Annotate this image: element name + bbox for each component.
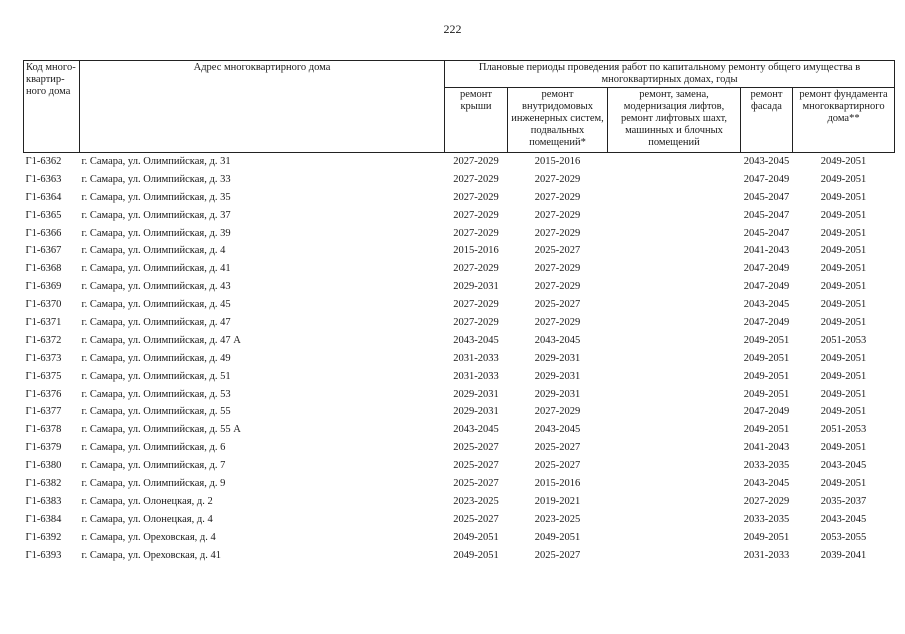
cell-facade: 2045-2047 <box>743 209 790 221</box>
cell-foundation: 2049-2051 <box>820 316 867 328</box>
cell-address: г. Самара, ул. Олимпийская, д. 35 <box>81 191 231 203</box>
cell-address: г. Самара, ул. Олимпийская, д. 33 <box>81 173 231 185</box>
cell-systems: 2043-2045 <box>534 424 581 436</box>
table-row <box>24 225 895 243</box>
table-row <box>24 296 895 314</box>
cell-address: г. Самара, ул. Олимпийская, д. 39 <box>81 227 231 239</box>
cell-address: г. Самара, ул. Ореховская, д. 4 <box>81 531 216 543</box>
cell-code: Г1-6372 <box>25 334 62 346</box>
table-row <box>24 368 895 386</box>
cell-facade: 2047-2049 <box>743 263 790 275</box>
cell-lifts <box>608 225 741 243</box>
cell-systems: 2027-2029 <box>534 316 581 328</box>
header-row-1 <box>24 61 895 88</box>
cell-address: г. Самара, ул. Олимпийская, д. 43 <box>81 281 231 293</box>
table-row <box>24 189 895 207</box>
header-roof: ремонт крыши <box>445 88 508 153</box>
cell-address: г. Самара, ул. Олонецкая, д. 4 <box>81 513 213 525</box>
table-row <box>24 260 895 278</box>
cell-roof: 2027-2029 <box>453 209 499 221</box>
cell-roof: 2029-2031 <box>453 406 499 418</box>
cell-lifts <box>608 314 741 332</box>
cell-code: Г1-6365 <box>25 209 62 221</box>
cell-address: г. Самара, ул. Ореховская, д. 41 <box>81 549 221 561</box>
header-lifts: ремонт, замена, модернизация лифтов, ремонт лифтовых шахт, машинных и блочных помещений <box>608 88 741 153</box>
cell-code: Г1-6378 <box>25 424 62 436</box>
cell-code: Г1-6379 <box>25 442 62 454</box>
cell-code: Г1-6362 <box>25 155 62 167</box>
cell-address: г. Самара, ул. Олимпийская, д. 53 <box>81 388 231 400</box>
cell-systems: 2027-2029 <box>534 263 581 275</box>
cell-foundation: 2053-2055 <box>820 531 867 543</box>
cell-facade: 2049-2051 <box>743 370 790 382</box>
cell-systems: 2027-2029 <box>534 209 581 221</box>
cell-lifts <box>608 475 741 493</box>
cell-roof: 2025-2027 <box>453 442 499 454</box>
cell-facade: 2049-2051 <box>743 531 790 543</box>
table-row <box>24 171 895 189</box>
cell-address: г. Самара, ул. Олимпийская, д. 4 <box>81 245 226 257</box>
cell-roof: 2027-2029 <box>453 263 499 275</box>
cell-facade: 2033-2035 <box>743 460 790 472</box>
cell-systems: 2015-2016 <box>534 477 581 489</box>
cell-facade: 2041-2043 <box>743 245 790 257</box>
cell-roof: 2031-2033 <box>453 352 499 364</box>
page-number: 222 <box>443 22 462 36</box>
cell-lifts <box>608 403 741 421</box>
cell-lifts <box>608 439 741 457</box>
cell-address: г. Самара, ул. Олимпийская, д. 49 <box>81 352 231 364</box>
table-row <box>24 439 895 457</box>
cell-roof: 2025-2027 <box>453 460 499 472</box>
cell-facade: 2031-2033 <box>743 549 790 561</box>
cell-address: г. Самара, ул. Олимпийская, д. 9 <box>81 477 226 489</box>
cell-code: Г1-6392 <box>25 531 62 543</box>
cell-lifts <box>608 350 741 368</box>
cell-roof: 2025-2027 <box>453 477 499 489</box>
header-facade: ремонт фасада <box>741 88 793 153</box>
cell-systems: 2025-2027 <box>534 299 581 311</box>
cell-roof: 2029-2031 <box>453 281 499 293</box>
cell-lifts <box>608 332 741 350</box>
cell-roof: 2029-2031 <box>453 388 499 400</box>
cell-systems: 2019-2021 <box>534 495 581 507</box>
cell-foundation: 2049-2051 <box>820 299 867 311</box>
cell-facade: 2047-2049 <box>743 173 790 185</box>
cell-code: Г1-6382 <box>25 477 62 489</box>
cell-facade: 2045-2047 <box>743 227 790 239</box>
cell-systems: 2049-2051 <box>534 531 581 543</box>
table-row <box>24 547 895 565</box>
cell-roof: 2027-2029 <box>453 155 499 167</box>
table-row <box>24 278 895 296</box>
cell-lifts <box>608 207 741 225</box>
cell-systems: 2025-2027 <box>534 442 581 454</box>
cell-systems: 2027-2029 <box>534 227 581 239</box>
cell-roof: 2025-2027 <box>453 513 499 525</box>
cell-code: Г1-6367 <box>25 245 62 257</box>
capital-repair-schedule-table <box>23 60 895 564</box>
cell-code: Г1-6393 <box>25 549 62 561</box>
cell-roof: 2027-2029 <box>453 299 499 311</box>
cell-systems: 2027-2029 <box>534 406 581 418</box>
cell-lifts <box>608 547 741 565</box>
cell-lifts <box>608 278 741 296</box>
table-row <box>24 332 895 350</box>
cell-roof: 2049-2051 <box>453 531 499 543</box>
cell-facade: 2041-2043 <box>743 442 790 454</box>
cell-roof: 2049-2051 <box>453 549 499 561</box>
cell-systems: 2043-2045 <box>534 334 581 346</box>
cell-address: г. Самара, ул. Олимпийская, д. 45 <box>81 299 231 311</box>
cell-foundation: 2049-2051 <box>820 477 867 489</box>
header-code: Код много-квартир-ного дома <box>24 61 80 153</box>
cell-roof: 2027-2029 <box>453 173 499 185</box>
cell-lifts <box>608 153 741 171</box>
cell-facade: 2047-2049 <box>743 316 790 328</box>
cell-foundation: 2051-2053 <box>820 334 867 346</box>
cell-foundation: 2049-2051 <box>820 245 867 257</box>
cell-code: Г1-6369 <box>25 281 62 293</box>
cell-code: Г1-6377 <box>25 406 62 418</box>
cell-roof: 2027-2029 <box>453 316 499 328</box>
cell-foundation: 2043-2045 <box>820 460 867 472</box>
cell-lifts <box>608 493 741 511</box>
cell-code: Г1-6375 <box>25 370 62 382</box>
cell-code: Г1-6383 <box>25 495 62 507</box>
table-row <box>24 475 895 493</box>
cell-systems: 2029-2031 <box>534 388 581 400</box>
header-systems: ремонт внутридомовых инженерных систем, подвальных помещений* <box>508 88 608 153</box>
cell-code: Г1-6363 <box>25 173 62 185</box>
cell-lifts <box>608 296 741 314</box>
table-row <box>24 529 895 547</box>
cell-foundation: 2049-2051 <box>820 406 867 418</box>
cell-systems: 2025-2027 <box>534 245 581 257</box>
cell-foundation: 2049-2051 <box>820 155 867 167</box>
cell-address: г. Самара, ул. Олимпийская, д. 55 А <box>81 424 241 436</box>
cell-facade: 2043-2045 <box>743 477 790 489</box>
table-body <box>24 153 895 565</box>
cell-lifts <box>608 171 741 189</box>
cell-address: г. Самара, ул. Олимпийская, д. 7 <box>81 460 226 472</box>
cell-lifts <box>608 511 741 529</box>
cell-code: Г1-6366 <box>25 227 62 239</box>
cell-systems: 2015-2016 <box>534 155 581 167</box>
table-row <box>24 511 895 529</box>
cell-roof: 2043-2045 <box>453 334 499 346</box>
table-row <box>24 242 895 260</box>
cell-address: г. Самара, ул. Олонецкая, д. 2 <box>81 495 213 507</box>
cell-foundation: 2049-2051 <box>820 263 867 275</box>
cell-code: Г1-6371 <box>25 316 62 328</box>
cell-systems: 2029-2031 <box>534 352 581 364</box>
cell-foundation: 2049-2051 <box>820 227 867 239</box>
cell-lifts <box>608 260 741 278</box>
cell-lifts <box>608 386 741 404</box>
cell-lifts <box>608 368 741 386</box>
cell-address: г. Самара, ул. Олимпийская, д. 51 <box>81 370 231 382</box>
cell-code: Г1-6384 <box>25 513 62 525</box>
cell-facade: 2027-2029 <box>743 495 790 507</box>
table-row <box>24 403 895 421</box>
cell-facade: 2043-2045 <box>743 299 790 311</box>
cell-facade: 2043-2045 <box>743 155 790 167</box>
header-periods: Плановые периоды проведения работ по капитальному ремонту общего имущества в многоквартирных домах, годы <box>445 61 895 88</box>
cell-foundation: 2043-2045 <box>820 513 867 525</box>
cell-facade: 2049-2051 <box>743 352 790 364</box>
cell-foundation: 2049-2051 <box>820 209 867 221</box>
cell-lifts <box>608 242 741 260</box>
cell-roof: 2031-2033 <box>453 370 499 382</box>
cell-foundation: 2049-2051 <box>820 388 867 400</box>
cell-facade: 2047-2049 <box>743 406 790 418</box>
cell-lifts <box>608 457 741 475</box>
table-row <box>24 421 895 439</box>
cell-foundation: 2049-2051 <box>820 281 867 293</box>
cell-facade: 2045-2047 <box>743 191 790 203</box>
cell-lifts <box>608 529 741 547</box>
table-row <box>24 350 895 368</box>
cell-code: Г1-6380 <box>25 460 62 472</box>
cell-facade: 2049-2051 <box>743 334 790 346</box>
cell-systems: 2025-2027 <box>534 460 581 472</box>
cell-code: Г1-6376 <box>25 388 62 400</box>
cell-facade: 2047-2049 <box>743 281 790 293</box>
cell-foundation: 2049-2051 <box>820 191 867 203</box>
cell-lifts <box>608 189 741 207</box>
cell-systems: 2027-2029 <box>534 191 581 203</box>
cell-roof: 2015-2016 <box>453 245 499 257</box>
cell-facade: 2049-2051 <box>743 424 790 436</box>
table-row <box>24 207 895 225</box>
cell-foundation: 2049-2051 <box>820 352 867 364</box>
cell-foundation: 2049-2051 <box>820 442 867 454</box>
cell-code: Г1-6368 <box>25 263 62 275</box>
cell-foundation: 2039-2041 <box>820 549 867 561</box>
cell-foundation: 2051-2053 <box>820 424 867 436</box>
table-row <box>24 153 895 171</box>
cell-code: Г1-6370 <box>25 299 62 311</box>
cell-facade: 2049-2051 <box>743 388 790 400</box>
cell-facade: 2033-2035 <box>743 513 790 525</box>
cell-roof: 2027-2029 <box>453 227 499 239</box>
table-row <box>24 493 895 511</box>
cell-code: Г1-6364 <box>25 191 62 203</box>
cell-address: г. Самара, ул. Олимпийская, д. 31 <box>81 155 231 167</box>
cell-systems: 2027-2029 <box>534 173 581 185</box>
cell-roof: 2027-2029 <box>453 191 499 203</box>
cell-systems: 2027-2029 <box>534 281 581 293</box>
header-foundation: ремонт фундамента многоквартирного дома** <box>793 88 895 153</box>
cell-address: г. Самара, ул. Олимпийская, д. 41 <box>81 263 231 275</box>
table-row <box>24 314 895 332</box>
cell-foundation: 2049-2051 <box>820 173 867 185</box>
cell-systems: 2023-2025 <box>534 513 581 525</box>
cell-roof: 2043-2045 <box>453 424 499 436</box>
cell-roof: 2023-2025 <box>453 495 499 507</box>
table-row <box>24 457 895 475</box>
cell-address: г. Самара, ул. Олимпийская, д. 37 <box>81 209 231 221</box>
table-row <box>24 386 895 404</box>
cell-code: Г1-6373 <box>25 352 62 364</box>
cell-address: г. Самара, ул. Олимпийская, д. 55 <box>81 406 231 418</box>
header-address: Адрес многоквартирного дома <box>80 61 445 153</box>
cell-address: г. Самара, ул. Олимпийская, д. 47 А <box>81 334 241 346</box>
cell-foundation: 2035-2037 <box>820 495 867 507</box>
cell-systems: 2029-2031 <box>534 370 581 382</box>
cell-lifts <box>608 421 741 439</box>
cell-address: г. Самара, ул. Олимпийская, д. 47 <box>81 316 231 328</box>
cell-foundation: 2049-2051 <box>820 370 867 382</box>
cell-address: г. Самара, ул. Олимпийская, д. 6 <box>81 442 226 454</box>
cell-systems: 2025-2027 <box>534 549 581 561</box>
